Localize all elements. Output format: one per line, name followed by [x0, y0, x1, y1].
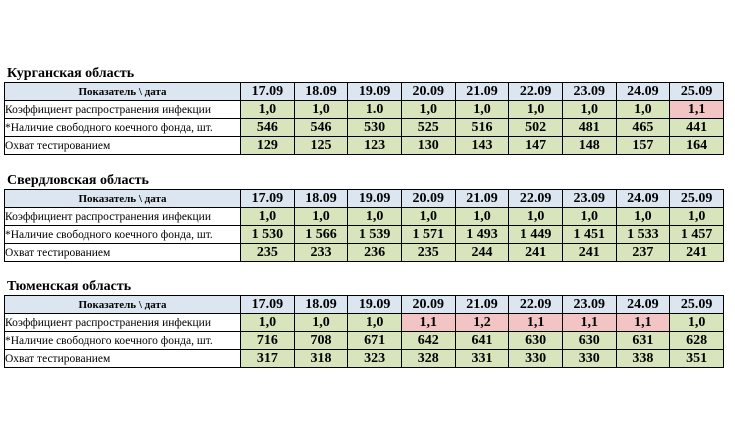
table-row-testing — [5, 244, 724, 262]
date-header: 18.09 — [294, 83, 348, 101]
row-label: *Наличие свободного коечного фонда, шт. — [5, 332, 241, 350]
value-cell: 502 — [509, 119, 563, 137]
value-cell: 1,2 — [455, 314, 509, 332]
date-header: 23.09 — [562, 190, 616, 208]
value-cell: 1,0 — [670, 208, 724, 226]
date-header: 17.09 — [241, 83, 295, 101]
value-cell: 1,1 — [401, 314, 455, 332]
value-cell: 351 — [670, 350, 724, 368]
value-cell: 628 — [670, 332, 724, 350]
region-title: Тюменская область — [7, 279, 132, 294]
row-label: *Наличие свободного коечного фонда, шт. — [5, 226, 241, 244]
value-cell: 441 — [670, 119, 724, 137]
region-sverdlovsk — [4, 173, 726, 262]
date-header: 22.09 — [509, 190, 563, 208]
value-cell: 546 — [241, 119, 295, 137]
value-cell: 1,0 — [401, 208, 455, 226]
value-cell: 1,0 — [562, 208, 616, 226]
value-cell: 318 — [294, 350, 348, 368]
value-cell: 235 — [401, 244, 455, 262]
value-cell: 241 — [670, 244, 724, 262]
value-cell: 642 — [401, 332, 455, 350]
value-cell: 1 451 — [562, 226, 616, 244]
value-cell: 1,1 — [670, 101, 724, 119]
date-header: 24.09 — [616, 296, 670, 314]
value-cell: 330 — [509, 350, 563, 368]
date-header: 22.09 — [509, 83, 563, 101]
table-row-free-beds — [5, 119, 724, 137]
date-header: 20.09 — [401, 190, 455, 208]
date-header: 21.09 — [455, 296, 509, 314]
row-label: Охват тестированием — [5, 244, 241, 262]
value-cell: 1,0 — [670, 314, 724, 332]
value-cell: 1,0 — [241, 101, 295, 119]
row-label: Коэффициент распространения инфекции — [5, 208, 241, 226]
date-header: 17.09 — [241, 190, 295, 208]
date-header: 20.09 — [401, 296, 455, 314]
value-cell: 1 539 — [348, 226, 402, 244]
region-tyumen — [4, 279, 726, 368]
table-header-row — [5, 83, 724, 101]
date-header: 21.09 — [455, 83, 509, 101]
value-cell: 630 — [562, 332, 616, 350]
value-cell: 236 — [348, 244, 402, 262]
region-table — [4, 189, 724, 262]
value-cell: 530 — [348, 119, 402, 137]
date-header: 25.09 — [670, 190, 724, 208]
header-label: Показатель \ дата — [5, 296, 241, 314]
value-cell: 1 530 — [241, 226, 295, 244]
value-cell: 1.0 — [348, 101, 402, 119]
value-cell: 330 — [562, 350, 616, 368]
header-label: Показатель \ дата — [5, 83, 241, 101]
row-label: Коэффициент распространения инфекции — [5, 314, 241, 332]
region-title: Курганская область — [7, 66, 135, 81]
value-cell: 1 566 — [294, 226, 348, 244]
value-cell: 317 — [241, 350, 295, 368]
region-kurgan — [4, 66, 726, 155]
region-table — [4, 82, 724, 155]
value-cell: 1,0 — [616, 101, 670, 119]
table-row-free-beds — [5, 226, 724, 244]
table-row-free-beds — [5, 332, 724, 350]
value-cell: 1,0 — [509, 101, 563, 119]
row-label: Коэффициент распространения инфекции — [5, 101, 241, 119]
value-cell: 233 — [294, 244, 348, 262]
value-cell: 338 — [616, 350, 670, 368]
value-cell: 1,0 — [348, 314, 402, 332]
value-cell: 630 — [509, 332, 563, 350]
value-cell: 631 — [616, 332, 670, 350]
value-cell: 241 — [509, 244, 563, 262]
value-cell: 546 — [294, 119, 348, 137]
value-cell: 1 571 — [401, 226, 455, 244]
value-cell: 1,1 — [562, 314, 616, 332]
table-header-row — [5, 296, 724, 314]
table-row-testing — [5, 350, 724, 368]
value-cell: 1,1 — [616, 314, 670, 332]
value-cell: 1,0 — [455, 101, 509, 119]
value-cell: 157 — [616, 137, 670, 155]
value-cell: 130 — [401, 137, 455, 155]
date-header: 20.09 — [401, 83, 455, 101]
value-cell: 465 — [616, 119, 670, 137]
value-cell: 143 — [455, 137, 509, 155]
value-cell: 1,0 — [616, 208, 670, 226]
region-title: Свердловская область — [7, 173, 149, 188]
value-cell: 244 — [455, 244, 509, 262]
table-header-row — [5, 190, 724, 208]
value-cell: 235 — [241, 244, 295, 262]
table-row-infection-rate — [5, 314, 724, 332]
value-cell: 1,1 — [509, 314, 563, 332]
table-row-testing — [5, 137, 724, 155]
value-cell: 1,0 — [562, 101, 616, 119]
row-label: Охват тестированием — [5, 137, 241, 155]
date-header: 18.09 — [294, 296, 348, 314]
value-cell: 716 — [241, 332, 295, 350]
value-cell: 1 493 — [455, 226, 509, 244]
value-cell: 1,0 — [509, 208, 563, 226]
table-row-infection-rate — [5, 208, 724, 226]
row-label: *Наличие свободного коечного фонда, шт. — [5, 119, 241, 137]
row-label: Охват тестированием — [5, 350, 241, 368]
value-cell: 1 457 — [670, 226, 724, 244]
value-cell: 1,0 — [455, 208, 509, 226]
date-header: 25.09 — [670, 83, 724, 101]
value-cell: 237 — [616, 244, 670, 262]
value-cell: 129 — [241, 137, 295, 155]
value-cell: 241 — [562, 244, 616, 262]
value-cell: 1,0 — [294, 208, 348, 226]
value-cell: 1,0 — [241, 314, 295, 332]
value-cell: 1,0 — [401, 101, 455, 119]
date-header: 23.09 — [562, 296, 616, 314]
date-header: 21.09 — [455, 190, 509, 208]
value-cell: 1,0 — [294, 314, 348, 332]
value-cell: 148 — [562, 137, 616, 155]
header-label: Показатель \ дата — [5, 190, 241, 208]
date-header: 23.09 — [562, 83, 616, 101]
date-header: 19.09 — [348, 190, 402, 208]
value-cell: 331 — [455, 350, 509, 368]
value-cell: 323 — [348, 350, 402, 368]
value-cell: 125 — [294, 137, 348, 155]
value-cell: 328 — [401, 350, 455, 368]
date-header: 18.09 — [294, 190, 348, 208]
value-cell: 481 — [562, 119, 616, 137]
date-header: 19.09 — [348, 296, 402, 314]
value-cell: 671 — [348, 332, 402, 350]
value-cell: 147 — [509, 137, 563, 155]
date-header: 22.09 — [509, 296, 563, 314]
date-header: 17.09 — [241, 296, 295, 314]
value-cell: 1,0 — [241, 208, 295, 226]
value-cell: 708 — [294, 332, 348, 350]
table-row-infection-rate — [5, 101, 724, 119]
date-header: 25.09 — [670, 296, 724, 314]
value-cell: 1 449 — [509, 226, 563, 244]
date-header: 24.09 — [616, 190, 670, 208]
date-header: 24.09 — [616, 83, 670, 101]
value-cell: 1,0 — [294, 101, 348, 119]
region-table — [4, 295, 724, 368]
value-cell: 123 — [348, 137, 402, 155]
date-header: 19.09 — [348, 83, 402, 101]
value-cell: 516 — [455, 119, 509, 137]
value-cell: 1,0 — [348, 208, 402, 226]
value-cell: 641 — [455, 332, 509, 350]
value-cell: 1 533 — [616, 226, 670, 244]
value-cell: 525 — [401, 119, 455, 137]
value-cell: 164 — [670, 137, 724, 155]
